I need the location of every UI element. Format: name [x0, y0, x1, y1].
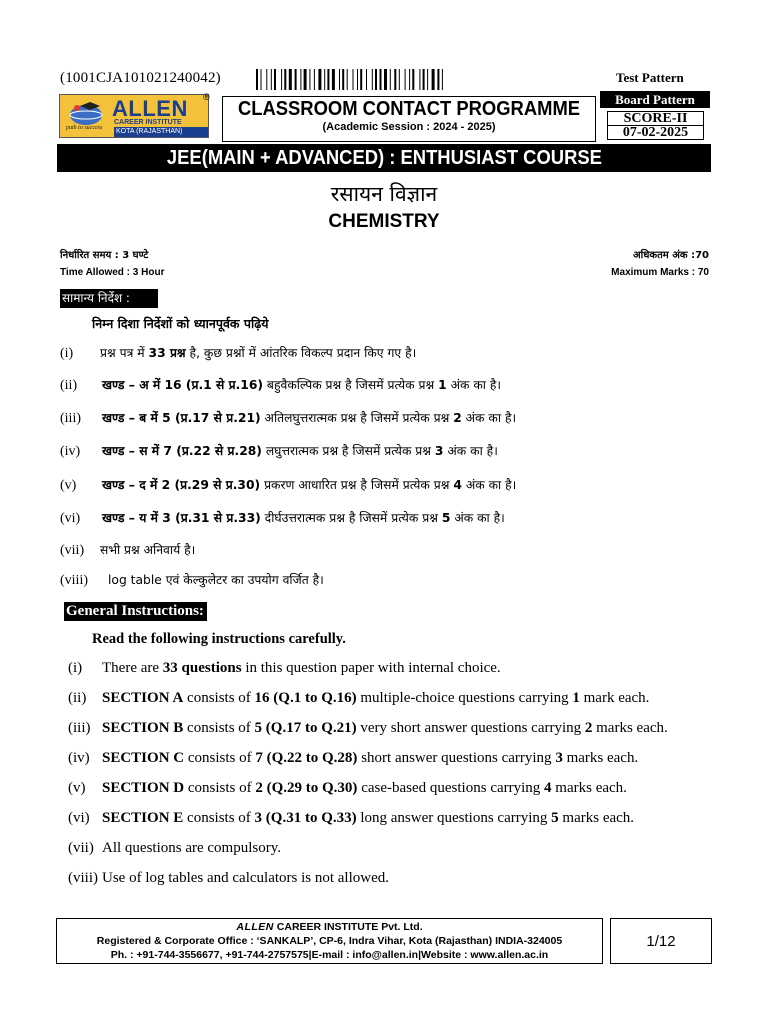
instruction-bold: 2 — [453, 411, 462, 425]
score-date-box — [607, 111, 704, 140]
instruction-text: marks each. — [562, 750, 639, 766]
course-title: JEE(MAIN + ADVANCED) : ENTHUSIAST COURSE — [166, 147, 602, 169]
instruction-bold: 3 — [434, 444, 444, 458]
instruction-item — [68, 720, 668, 737]
instruction-bold: खण्ड – द में 2 (प्र.29 से प्र.30) — [102, 478, 261, 492]
page-number: 1/12 — [610, 918, 712, 964]
instruction-text: case-based questions carrying — [357, 780, 545, 796]
instruction-item — [60, 509, 505, 527]
instruction-text: log table एवं केल्कुलेटर का उपयोग वर्जित है। — [108, 573, 324, 587]
subject-hindi: रसायन विज्ञान — [330, 182, 438, 206]
logo-brand: ALLEN — [112, 96, 188, 121]
english-read-carefully: Read the following instructions carefully. — [92, 631, 346, 647]
instruction-bold: 2 — [584, 720, 593, 736]
instruction-text: सभी प्रश्न अनिवार्य है। — [100, 543, 196, 557]
barcode-image — [256, 69, 570, 90]
instruction-number: (ii) — [68, 690, 87, 706]
logo-subtitle: CAREER INSTITUTE — [114, 119, 182, 126]
instruction-text: अतिलघुत्तरात्मक प्रश्न है जिसमें प्रत्येक प्रश्न — [260, 411, 454, 425]
instruction-text: प्रकरण आधारित प्रश्न है जिसमें प्रत्येक प्रश्न — [260, 478, 454, 492]
instruction-bold: 1 — [438, 378, 447, 392]
instruction-bold: SECTION A — [102, 690, 184, 706]
instruction-number: (vii) — [60, 543, 85, 558]
instruction-text: mark each. — [579, 690, 650, 706]
instruction-text: बहुवैकल्पिक प्रश्न है जिसमें प्रत्येक प्रश्न — [263, 378, 439, 392]
instruction-text: long answer questions carrying — [356, 810, 552, 826]
instruction-bold: 2 (Q.29 to Q.30) — [255, 780, 358, 796]
instruction-text: consists of — [183, 810, 255, 826]
max-marks-english: Maximum Marks : 70 — [611, 267, 709, 278]
instruction-bold: 4 — [453, 478, 462, 492]
instruction-text: प्रश्न पत्र में — [100, 346, 149, 360]
instruction-text: consists of — [184, 750, 256, 766]
instruction-text: अंक का है। — [450, 511, 505, 525]
instruction-bold: SECTION C — [102, 750, 185, 766]
footer-company-name: CAREER INSTITUTE Pvt. Ltd. — [273, 921, 423, 933]
board-pattern-badge: Board Pattern — [600, 91, 710, 108]
instruction-bold: खण्ड – अ में 16 (प्र.1 से प्र.16) — [102, 378, 264, 392]
instruction-number: (vii) — [68, 840, 94, 856]
footer-office-address: Registered & Corporate Office : ‘SANKALP’, CP-6, Indra Vihar, Kota (Rajasthan) INDIA-324005 — [96, 935, 563, 947]
instruction-text: short answer questions carrying — [357, 750, 556, 766]
instruction-number: (ii) — [60, 378, 78, 393]
instruction-item — [68, 810, 634, 827]
max-marks-hindi: अधिकतम अंक :70 — [633, 250, 709, 261]
instruction-text: very short answer questions carrying — [356, 720, 585, 736]
instruction-text: अंक का है। — [446, 378, 502, 392]
instruction-item — [60, 571, 324, 589]
instruction-number: (i) — [68, 660, 83, 676]
instruction-number: (v) — [60, 478, 77, 493]
instruction-item — [60, 442, 498, 460]
allen-logo — [59, 94, 209, 138]
instruction-item — [68, 840, 281, 857]
logo-location: KOTA (RAJASTHAN) — [114, 127, 208, 137]
instruction-number: (viii) — [68, 870, 98, 886]
hindi-read-carefully: निम्न दिशा निर्देशों को ध्यानपूर्वक पढ़िये — [92, 316, 269, 331]
score-label: SCORE-II — [608, 112, 703, 126]
instruction-number: (vi) — [60, 511, 81, 526]
instruction-item — [68, 780, 627, 797]
academic-session: (Academic Session : 2024 - 2025) — [322, 121, 496, 133]
instruction-text: All questions are compulsory. — [102, 840, 281, 856]
instruction-number: (i) — [60, 346, 74, 361]
instruction-text: Use of log tables and calculators is not allowed. — [102, 870, 390, 886]
instruction-text: consists of — [184, 780, 256, 796]
instruction-bold: 16 (Q.1 to Q.16) — [254, 690, 357, 706]
instruction-bold: SECTION D — [102, 780, 185, 796]
instruction-item — [60, 476, 516, 494]
instruction-bold: 7 (Q.22 to Q.28) — [255, 750, 358, 766]
subject-english: CHEMISTRY — [328, 211, 440, 232]
instruction-bold: SECTION B — [102, 720, 184, 736]
instruction-text: अंक का है। — [461, 411, 517, 425]
instruction-bold: 33 questions — [162, 660, 242, 676]
instruction-bold: खण्ड – ब में 5 (प्र.17 से प्र.21) — [102, 411, 261, 425]
instruction-item — [60, 376, 501, 394]
time-allowed-hindi: निर्धारित समय : 3 घण्टे — [60, 250, 149, 261]
footer-address — [56, 918, 603, 964]
instruction-item — [68, 660, 501, 677]
instruction-bold: 5 — [551, 810, 559, 826]
instruction-bold: खण्ड – स में 7 (प्र.22 से प्र.28) — [102, 444, 262, 458]
logo-tagline: path to success — [66, 125, 103, 131]
instruction-item — [68, 870, 389, 887]
instruction-text: multiple-choice questions carrying — [356, 690, 573, 706]
instruction-item — [60, 541, 195, 559]
instruction-text: in this question paper with internal choice. — [241, 660, 501, 676]
instruction-text: consists of — [183, 690, 255, 706]
programme-title: CLASSROOM CONTACT PROGRAMME — [237, 98, 581, 120]
test-pattern-label: Test Pattern — [616, 70, 684, 85]
instruction-text: marks each. — [592, 720, 668, 736]
instruction-bold: खण्ड – य में 3 (प्र.31 से प्र.33) — [102, 511, 261, 525]
instruction-number: (iv) — [68, 750, 90, 766]
course-banner — [57, 144, 711, 172]
instruction-number: (v) — [68, 780, 86, 796]
instruction-bold: 3 (Q.31 to Q.33) — [254, 810, 357, 826]
instruction-text: marks each. — [551, 780, 627, 796]
instruction-item — [60, 409, 516, 427]
general-instructions-heading: General Instructions: — [64, 602, 207, 621]
instruction-item — [60, 344, 416, 362]
instruction-text: There are — [102, 660, 163, 676]
instruction-number: (iv) — [60, 444, 81, 459]
instruction-number: (iii) — [68, 720, 91, 736]
instruction-bold: 5 (Q.17 to Q.21) — [254, 720, 357, 736]
footer-company — [57, 920, 602, 934]
instruction-number: (vi) — [68, 810, 90, 826]
instruction-item — [68, 750, 638, 767]
instruction-text: लघुत्तरात्मक प्रश्न है जिसमें प्रत्येक प्रश्न — [261, 444, 435, 458]
instruction-bold: SECTION E — [102, 810, 184, 826]
instruction-bold: 3 — [555, 750, 563, 766]
hindi-instructions-heading: सामान्य निर्देश : — [60, 289, 158, 308]
instruction-bold: 5 — [441, 511, 451, 525]
instruction-bold: 33 प्रश्न — [148, 346, 186, 360]
instruction-number: (viii) — [60, 573, 88, 588]
instruction-text: दीर्घउत्तरात्मक प्रश्न है जिसमें प्रत्येक प्रश्न — [260, 511, 442, 525]
programme-box — [222, 96, 596, 142]
paper-code: (1001CJA101021240042) — [60, 70, 221, 86]
instruction-text: marks each. — [558, 810, 635, 826]
footer-brand: ALLEN — [236, 921, 274, 933]
instruction-item — [68, 690, 649, 707]
footer-contact: Ph. : +91-744-3556677, +91-744-2757575|E-mail : info@allen.in|Website : www.allen.ac.in — [110, 949, 549, 961]
instruction-text: अंक का है। — [461, 478, 517, 492]
instruction-bold: 4 — [544, 780, 552, 796]
instruction-text: अंक का है। — [443, 444, 498, 458]
test-date: 07-02-2025 — [622, 125, 689, 140]
registered-mark: ® — [203, 92, 210, 102]
instruction-bold: 1 — [572, 690, 580, 706]
instruction-text: consists of — [183, 720, 255, 736]
globe-graduate-icon — [66, 100, 108, 128]
instruction-number: (iii) — [60, 411, 81, 426]
instruction-text: है, कुछ प्रश्नों में आंतरिक विकल्प प्रदान किए गए है। — [185, 346, 417, 360]
time-allowed-english: Time Allowed : 3 Hour — [60, 267, 165, 278]
